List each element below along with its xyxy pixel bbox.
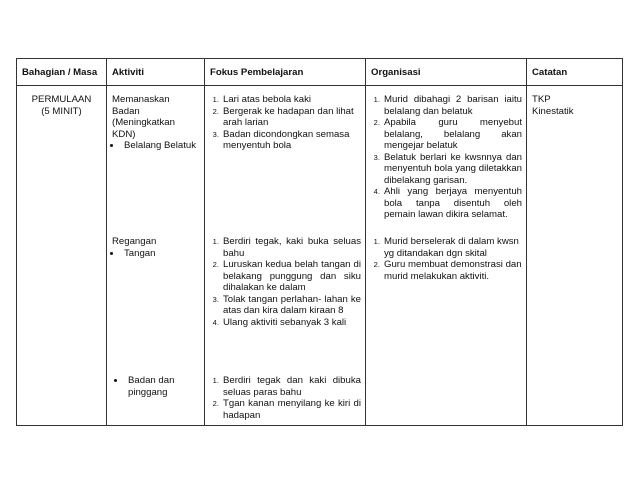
aktiviti-bullet: • Badan dan pinggang <box>126 375 200 398</box>
section-name: PERMULAAN <box>31 94 92 105</box>
organisasi-item: 1. Murid berselerak di dalam kwsn yg ditandakan dgn skital <box>382 236 522 259</box>
fokus-item: 4. Ulang aktiviti sebanyak 3 kali <box>221 317 361 329</box>
header-aktiviti: Aktiviti <box>107 59 205 86</box>
aktiviti-line: Memanaskan <box>112 94 170 105</box>
organisasi-cell <box>366 368 527 426</box>
aktiviti-cell <box>107 368 205 426</box>
fokus-cell <box>205 368 366 426</box>
aktiviti-bullet: • Tangan <box>122 248 200 260</box>
bahagian-cell <box>17 231 107 368</box>
section-duration: (5 MINIT) <box>41 105 82 117</box>
catatan-cell <box>527 231 623 368</box>
aktiviti-line: Badan <box>112 105 140 117</box>
bahagian-cell <box>17 368 107 426</box>
fokus-item: 3. Tolak tangan perlahan- lahan ke atas dan kira dalam kiraan 8 <box>221 294 361 317</box>
header-fokus: Fokus Pembelajaran <box>205 59 366 86</box>
fokus-item: 1. Lari atas bebola kaki <box>221 94 361 106</box>
header-bahagian: Bahagian / Masa <box>17 59 107 86</box>
bahagian-cell <box>17 86 107 232</box>
organisasi-item: 2. Guru membuat demonstrasi dan murid melakukan aktiviti. <box>382 259 522 282</box>
organisasi-item: 3. Belatuk berlari ke kwsnnya dan menyentuh bola yang diletakkan dibelakang garisan. <box>382 152 522 187</box>
fokus-item: 3. Badan dicondongkan semasa menyentuh bola <box>221 129 361 152</box>
aktiviti-line: Regangan <box>112 236 157 247</box>
header-organisasi: Organisasi <box>366 59 527 86</box>
fokus-item: 2. Luruskan kedua belah tangan di belakang punggung dan siku dihalakan ke dalam <box>221 259 361 294</box>
aktiviti-bullet: • Belalang Belatuk <box>122 140 200 152</box>
aktiviti-cell <box>107 231 205 368</box>
aktiviti-cell <box>107 86 205 232</box>
fokus-item: 1. Berdiri tegak, kaki buka seluas bahu <box>221 236 361 259</box>
organisasi-item: 1. Murid dibahagi 2 barisan iaitu belalang dan belatuk <box>382 94 522 117</box>
catatan-line: Kinestatik <box>532 105 574 117</box>
table-row <box>17 368 623 426</box>
organisasi-cell <box>366 231 527 368</box>
fokus-item: 2. Bergerak ke hadapan dan lihat arah larian <box>221 106 361 129</box>
fokus-item: 1. Berdiri tegak dan kaki dibuka seluas paras bahu <box>221 375 361 398</box>
aktiviti-line: KDN) <box>112 128 136 140</box>
aktiviti-line: (Meningkatkan <box>112 117 175 128</box>
table-row <box>17 231 623 368</box>
organisasi-item: 2. Apabila guru menyebut belalang, belalang akan mengejar belatuk <box>382 117 522 152</box>
header-row <box>17 59 623 86</box>
catatan-cell <box>527 86 623 232</box>
lesson-plan-table <box>16 58 623 426</box>
header-catatan: Catatan <box>527 59 623 86</box>
fokus-cell <box>205 231 366 368</box>
organisasi-cell <box>366 86 527 232</box>
organisasi-item: 4. Ahli yang berjaya menyentuh bola tanpa disentuh oleh pemain lawan dikira selamat. <box>382 186 522 221</box>
fokus-cell <box>205 86 366 232</box>
fokus-item: 2. Tgan kanan menyilang ke kiri di hadapan <box>221 398 361 421</box>
catatan-line: TKP <box>532 94 551 105</box>
catatan-cell <box>527 368 623 426</box>
table-row <box>17 86 623 232</box>
